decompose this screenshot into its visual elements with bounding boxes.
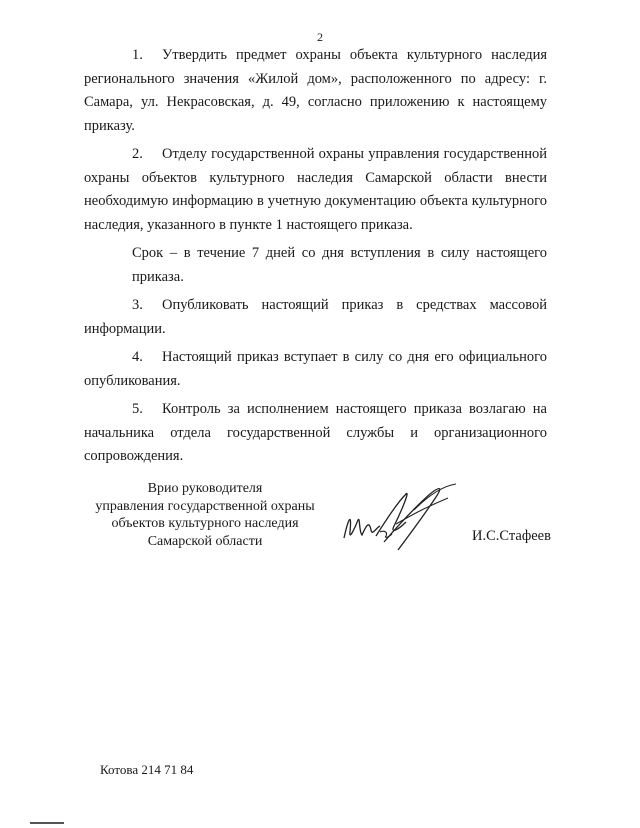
deadline-text: Срок – в течение 7 дней со дня вступления в силу настоящего приказа. — [132, 245, 547, 285]
handwritten-signature — [336, 480, 476, 560]
item-3 — [84, 294, 547, 341]
item-5 — [84, 398, 547, 469]
signatory-title — [70, 480, 340, 550]
order-items — [84, 44, 547, 474]
signatory-title-line: управления государственной охраны — [95, 498, 315, 514]
item-1 — [84, 44, 547, 138]
item-text: Утвердить предмет охраны объекта культурного наследия регионального значения «Жилой дом», расположенного по адресу: г. Самара, ул. Некрасовская, д. 49, согласно приложению к настоящему приказу. — [84, 47, 547, 134]
signatory-title-line: Самарской области — [147, 533, 263, 549]
signatory-title-line: объектов культурного наследия — [111, 516, 299, 531]
signatory-title-line: Врио руководителя — [147, 481, 263, 496]
deadline-note — [132, 242, 547, 289]
item-2 — [84, 143, 547, 237]
item-4 — [84, 346, 547, 393]
item-number: 1. — [132, 47, 143, 63]
item-number: 3. — [132, 297, 143, 313]
page-number: 2 — [317, 30, 323, 44]
signatory-name: И.С.Стафеев — [472, 528, 551, 544]
contact-info: Котова 214 71 84 — [100, 762, 194, 777]
item-text: Отделу государственной охраны управления государственной охраны объектов культурного наследия Самарской области внести необходимую информацию в учетную документацию объекта культурного наследия, указанного в пункте 1 настоящего приказа. — [84, 146, 547, 233]
item-number: 2. — [132, 146, 143, 162]
item-text: Настоящий приказ вступает в силу со дня его официального опубликования. — [84, 349, 547, 389]
item-text: Опубликовать настоящий приказ в средствах массовой информации. — [84, 297, 547, 337]
item-text: Контроль за исполнением настоящего приказа возлагаю на начальника отдела государственной службы и организационного сопровождения. — [84, 401, 547, 464]
corner-mark — [30, 822, 64, 824]
item-number: 4. — [132, 349, 143, 365]
item-number: 5. — [132, 401, 143, 417]
